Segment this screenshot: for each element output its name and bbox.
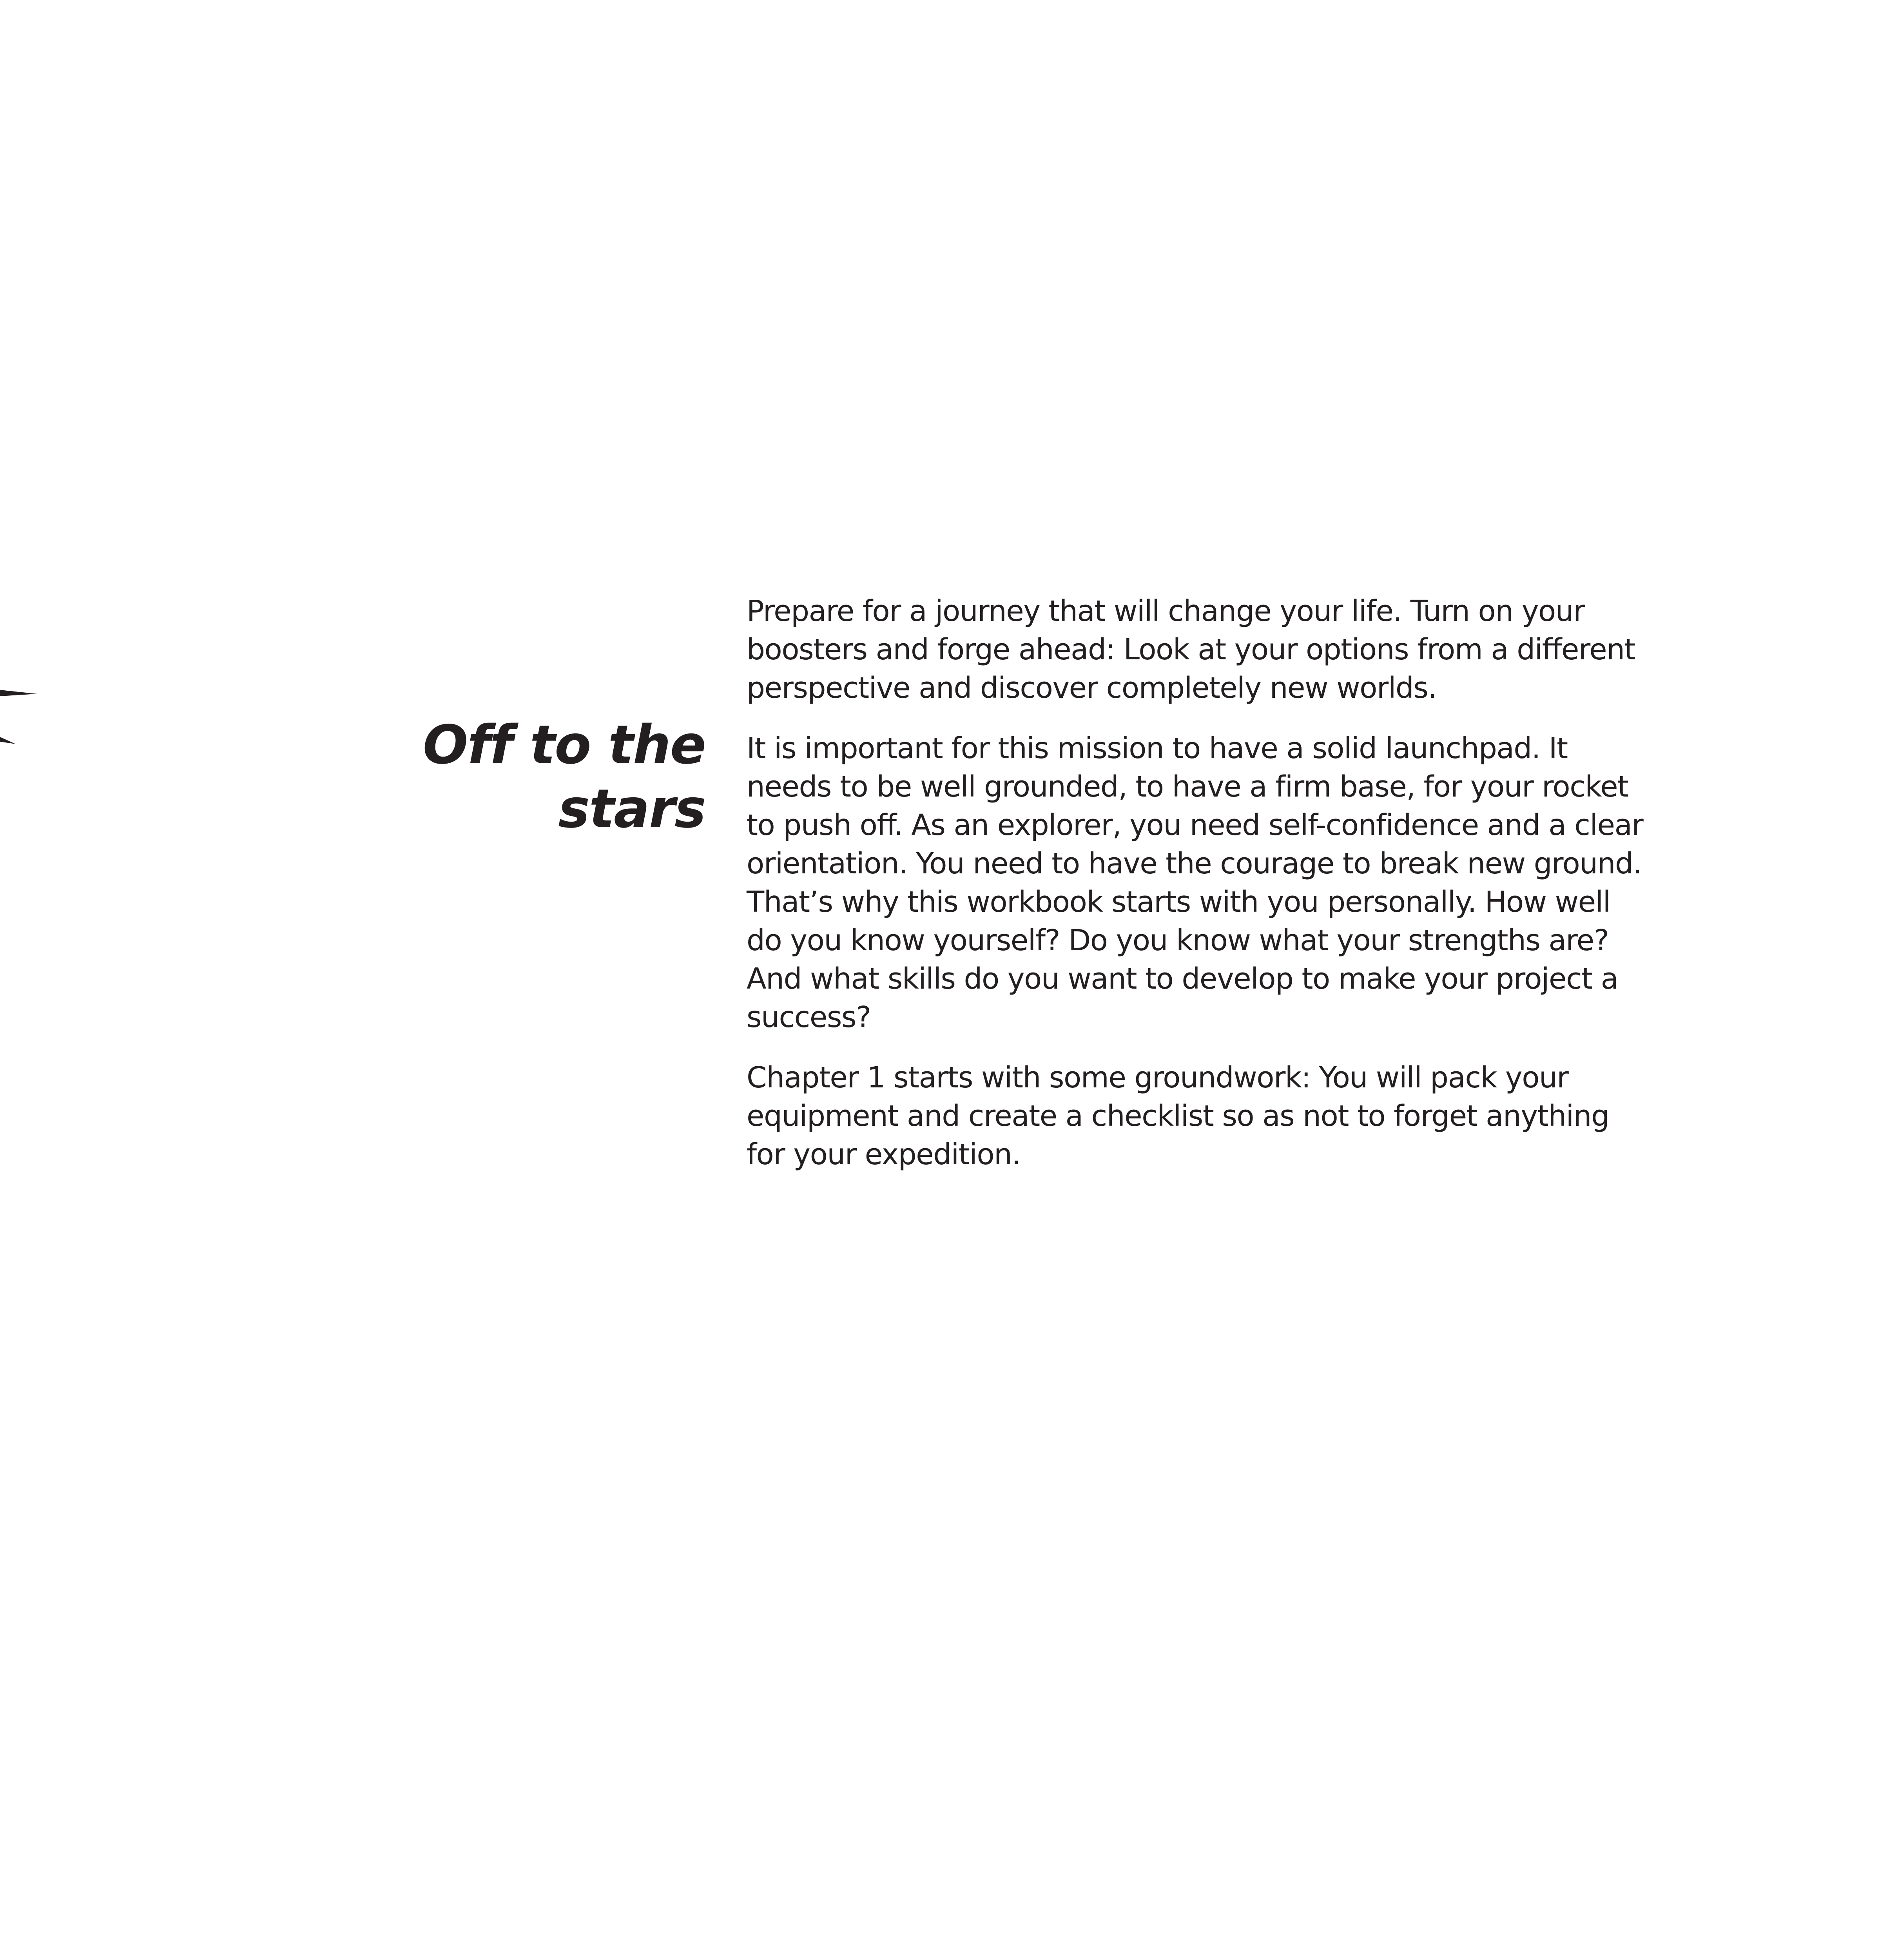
paragraph-launchpad: It is important for this mission to have a solid launchpad. It needs to be well grounded, to have a firm base, for your rocket to push off. As an explorer, you need self-confidence and a clear orientation. You need to have the courage to break new ground. That’s why this workbook starts with you personally. How well do you know yourself? Do you know what your strengths are? And what skills do you want to develop to make your project a success? — [747, 731, 1643, 1034]
edge-illustration-fragment — [0, 678, 43, 749]
body-text — [747, 592, 1648, 1196]
paragraph-chapter-1: Chapter 1 starts with some groundwork: You will pack your equipment and create a checklist so as not to forget anything for your expedition. — [747, 1061, 1609, 1171]
section-heading: Off to the stars — [422, 714, 705, 840]
paragraph-intro: Prepare for a journey that will change your life. Turn on your boosters and forge ahead: Look at your options from a different perspective and discover completely new worlds. — [747, 594, 1635, 705]
